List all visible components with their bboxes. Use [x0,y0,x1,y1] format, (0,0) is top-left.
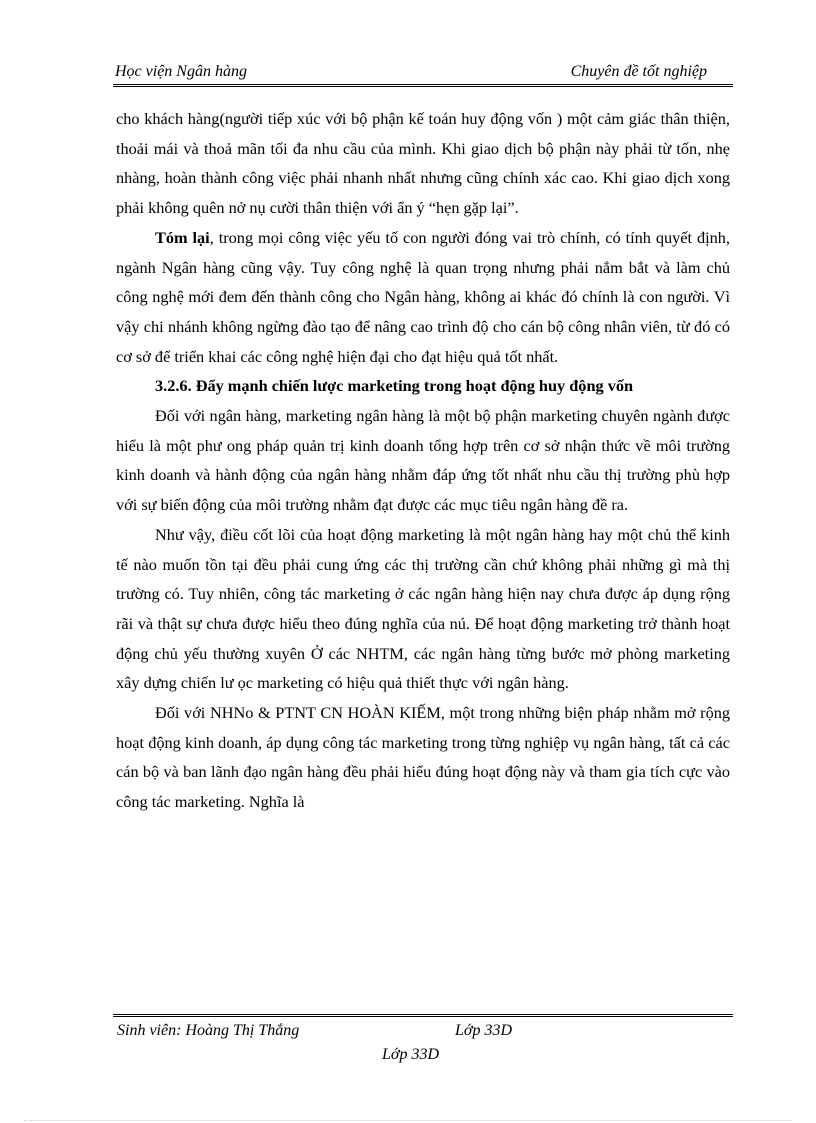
header-institution: Học viện Ngân hàng [115,63,247,80]
footer-divider [113,1014,733,1017]
paragraph-3: Đối với ngân hàng, marketing ngân hàng là một bộ phận marketing chuyên ngành được hiểu là một phư ong pháp quản trị kinh doanh tổng hợp trên cơ sở nhận thức về môi trường kinh doanh và hành động của ngân hàng nhằm đáp ứng tốt nhất nhu cầu thị trường phù hợp với sự biến động của môi trường nhằm đạt được các mục tiêu ngân hàng đề ra. [116,406,730,515]
footer-class-repeat: Lớp 33D [382,1046,439,1063]
paragraph-2-text: , trong mọi công việc yếu tố con người đóng vai trò chính, có tính quyết định, ngành Ngân hàng cũng vậy. Tuy công nghệ là quan trọng nhưng phải nắm bắt và làm chủ công nghệ mới đem đến thành công cho Ngân hàng, không ai khác đó chính là con người. Vì vậy chi nhánh không ngừng đào tạo để nâng cao trình độ cho cán bộ công nhân viên, từ đó có cơ sở để triển khai các công nghệ hiện đại cho đạt hiệu quả tốt nhất. [116,227,730,366]
header-document-type: Chuyên đề tốt nghiệp [570,63,707,80]
paragraph-5: Đối với NHNo & PTNT CN HOÀN KIẾM, một trong những biện pháp nhằm mở rộng hoạt động kinh doanh, áp dụng công tác marketing trong từng nghiệp vụ ngân hàng, tất cả các cán bộ và ban lãnh đạo ngân hàng đều phải hiểu đúng hoạt động này và tham gia tích cực vào công tác marketing. Nghĩa là [116,703,730,812]
section-heading: 3.2.6. Đẩy mạnh chiến lược marketing trong hoạt động huy động vốn [155,376,634,396]
paragraph-1: cho khách hàng(người tiếp xúc với bộ phận kế toán huy động vốn ) một cảm giác thân thiện, thoải mái và thoả mãn tối đa nhu cầu của mình. Khi giao dịch bộ phận này phải từ tốn, nhẹ nhàng, hoàn thành công việc phải nhanh nhất nhưng cũng chính xác cao. Khi giao dịch xong phải không quên nở nụ cười thân thiện với ẩn ý “hẹn gặp lại”. [116,109,730,218]
page-bottom-border [24,1120,792,1121]
footer-class: Lớp 33D [455,1022,512,1039]
footer-student-name: Sinh viên: Hoàng Thị Thắng [117,1022,300,1039]
paragraph-4: Như vậy, điều cốt lõi của hoạt động marketing là một ngân hàng hay một chủ thể kinh tế nào muốn tồn tại đều phải cung ứng các thị trường cần chứ không phải những gì mà thị trường có. Tuy nhiên, công tác marketing ở các ngân hàng hiện nay chưa được áp dụng rộng rãi và thật sự chưa được hiểu theo đúng nghĩa của nú. Để hoạt động marketing trở thành hoạt động chủ yếu thường xuyên Ở các NHTM, các ngân hàng từng bước mở phòng marketing xây dựng chiến lư ọc marketing có hiệu quả thiết thực với ngân hàng. [116,524,730,693]
document-body [116,104,730,817]
paragraph-2 [116,223,730,372]
paragraph-2-bold-lead: Tóm lại [155,227,210,247]
page-header [113,60,733,87]
